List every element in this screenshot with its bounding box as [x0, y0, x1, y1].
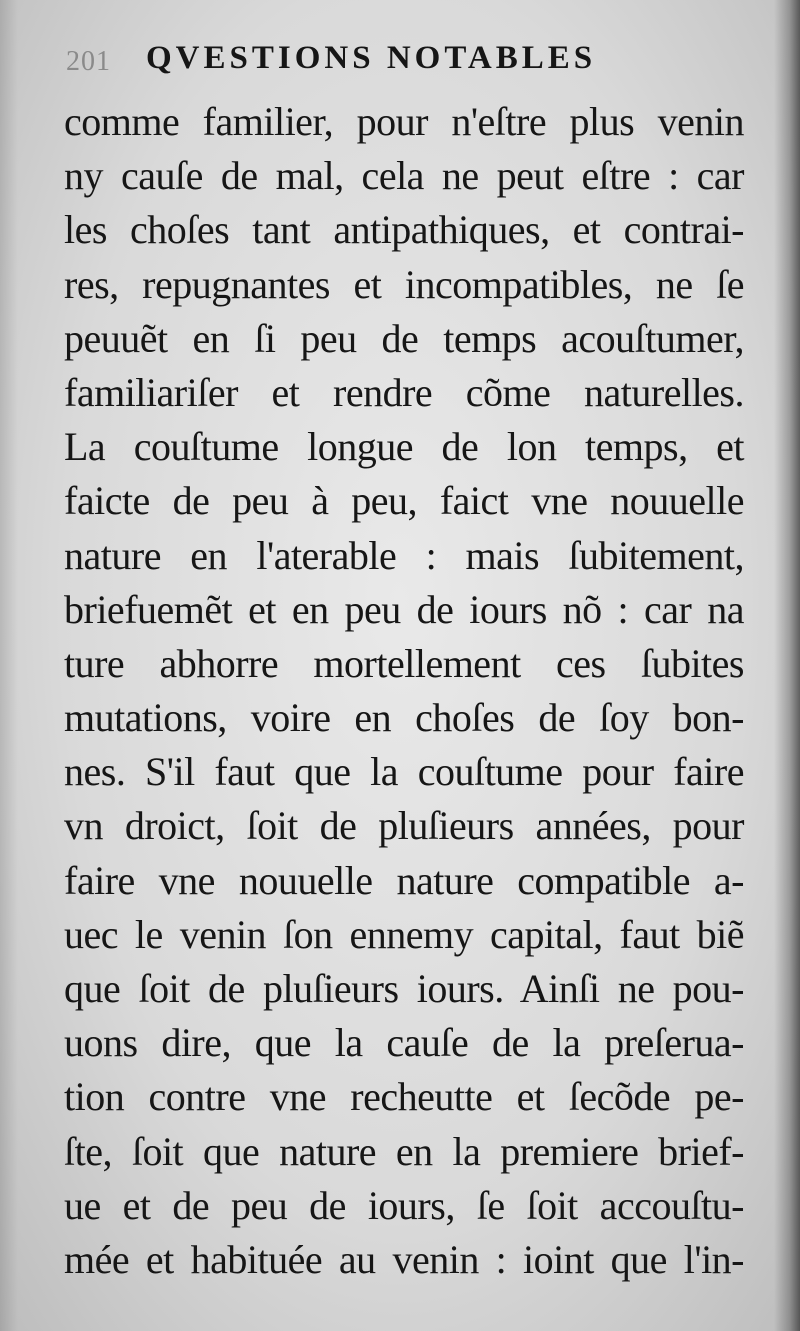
- text-line: nature en l'aterable : mais ſubitement,: [64, 532, 744, 578]
- text-line: mée et habituée au venin : ioint que l'in-: [64, 1236, 744, 1282]
- text-line: ſte, ſoit que nature en la premiere brief-: [64, 1128, 744, 1174]
- text-line: que ſoit de pluſieurs iours. Ainſi ne pou-: [64, 966, 744, 1011]
- text-line: La couſtume longue de lon temps, et: [64, 424, 744, 470]
- page-edge-shadow: [774, 0, 800, 1331]
- text-line: ny cauſe de mal, cela ne peut eſtre : car: [64, 153, 744, 199]
- text-line: familiariſer et rendre cõme naturelles.: [64, 369, 744, 415]
- text-line: uec le venin ſon ennemy capital, faut biẽ: [64, 911, 744, 957]
- text-line: res, repugnantes et incompatibles, ne ſe: [64, 261, 744, 307]
- text-line: ture abhorre mortellement ces ſubites: [64, 640, 744, 686]
- text-line: vn droict, ſoit de pluſieurs années, pour: [64, 803, 744, 849]
- running-head: QVESTIONS NOTABLES: [146, 40, 597, 76]
- text-line: peuuẽt en ſi peu de temps acouſtumer,: [64, 315, 744, 361]
- text-line: les choſes tant antipathiques, et contrai-: [64, 207, 744, 253]
- text-line: nes. S'il faut que la couſtume pour faire: [64, 749, 744, 795]
- page-gutter-shadow: [0, 0, 18, 1331]
- text-line: mutations, voire en choſes de ſoy bon-: [64, 695, 744, 741]
- text-line: faire vne nouuelle nature compatible a-: [64, 857, 744, 903]
- text-line: briefuemẽt et en peu de iours nõ : car na: [64, 586, 744, 632]
- text-line: faicte de peu à peu, faict vne nouuelle: [64, 478, 744, 524]
- text-line: uons dire, que la cauſe de la preſerua-: [64, 1020, 744, 1066]
- text-line: comme familier, pour n'eſtre plus venin: [64, 99, 744, 144]
- text-line: tion contre vne recheutte et ſecõde pe-: [64, 1074, 744, 1120]
- page-number: 201: [66, 46, 111, 77]
- body-text: [64, 95, 744, 1287]
- text-line: ue et de peu de iours, ſe ſoit accouſtu-: [64, 1182, 744, 1228]
